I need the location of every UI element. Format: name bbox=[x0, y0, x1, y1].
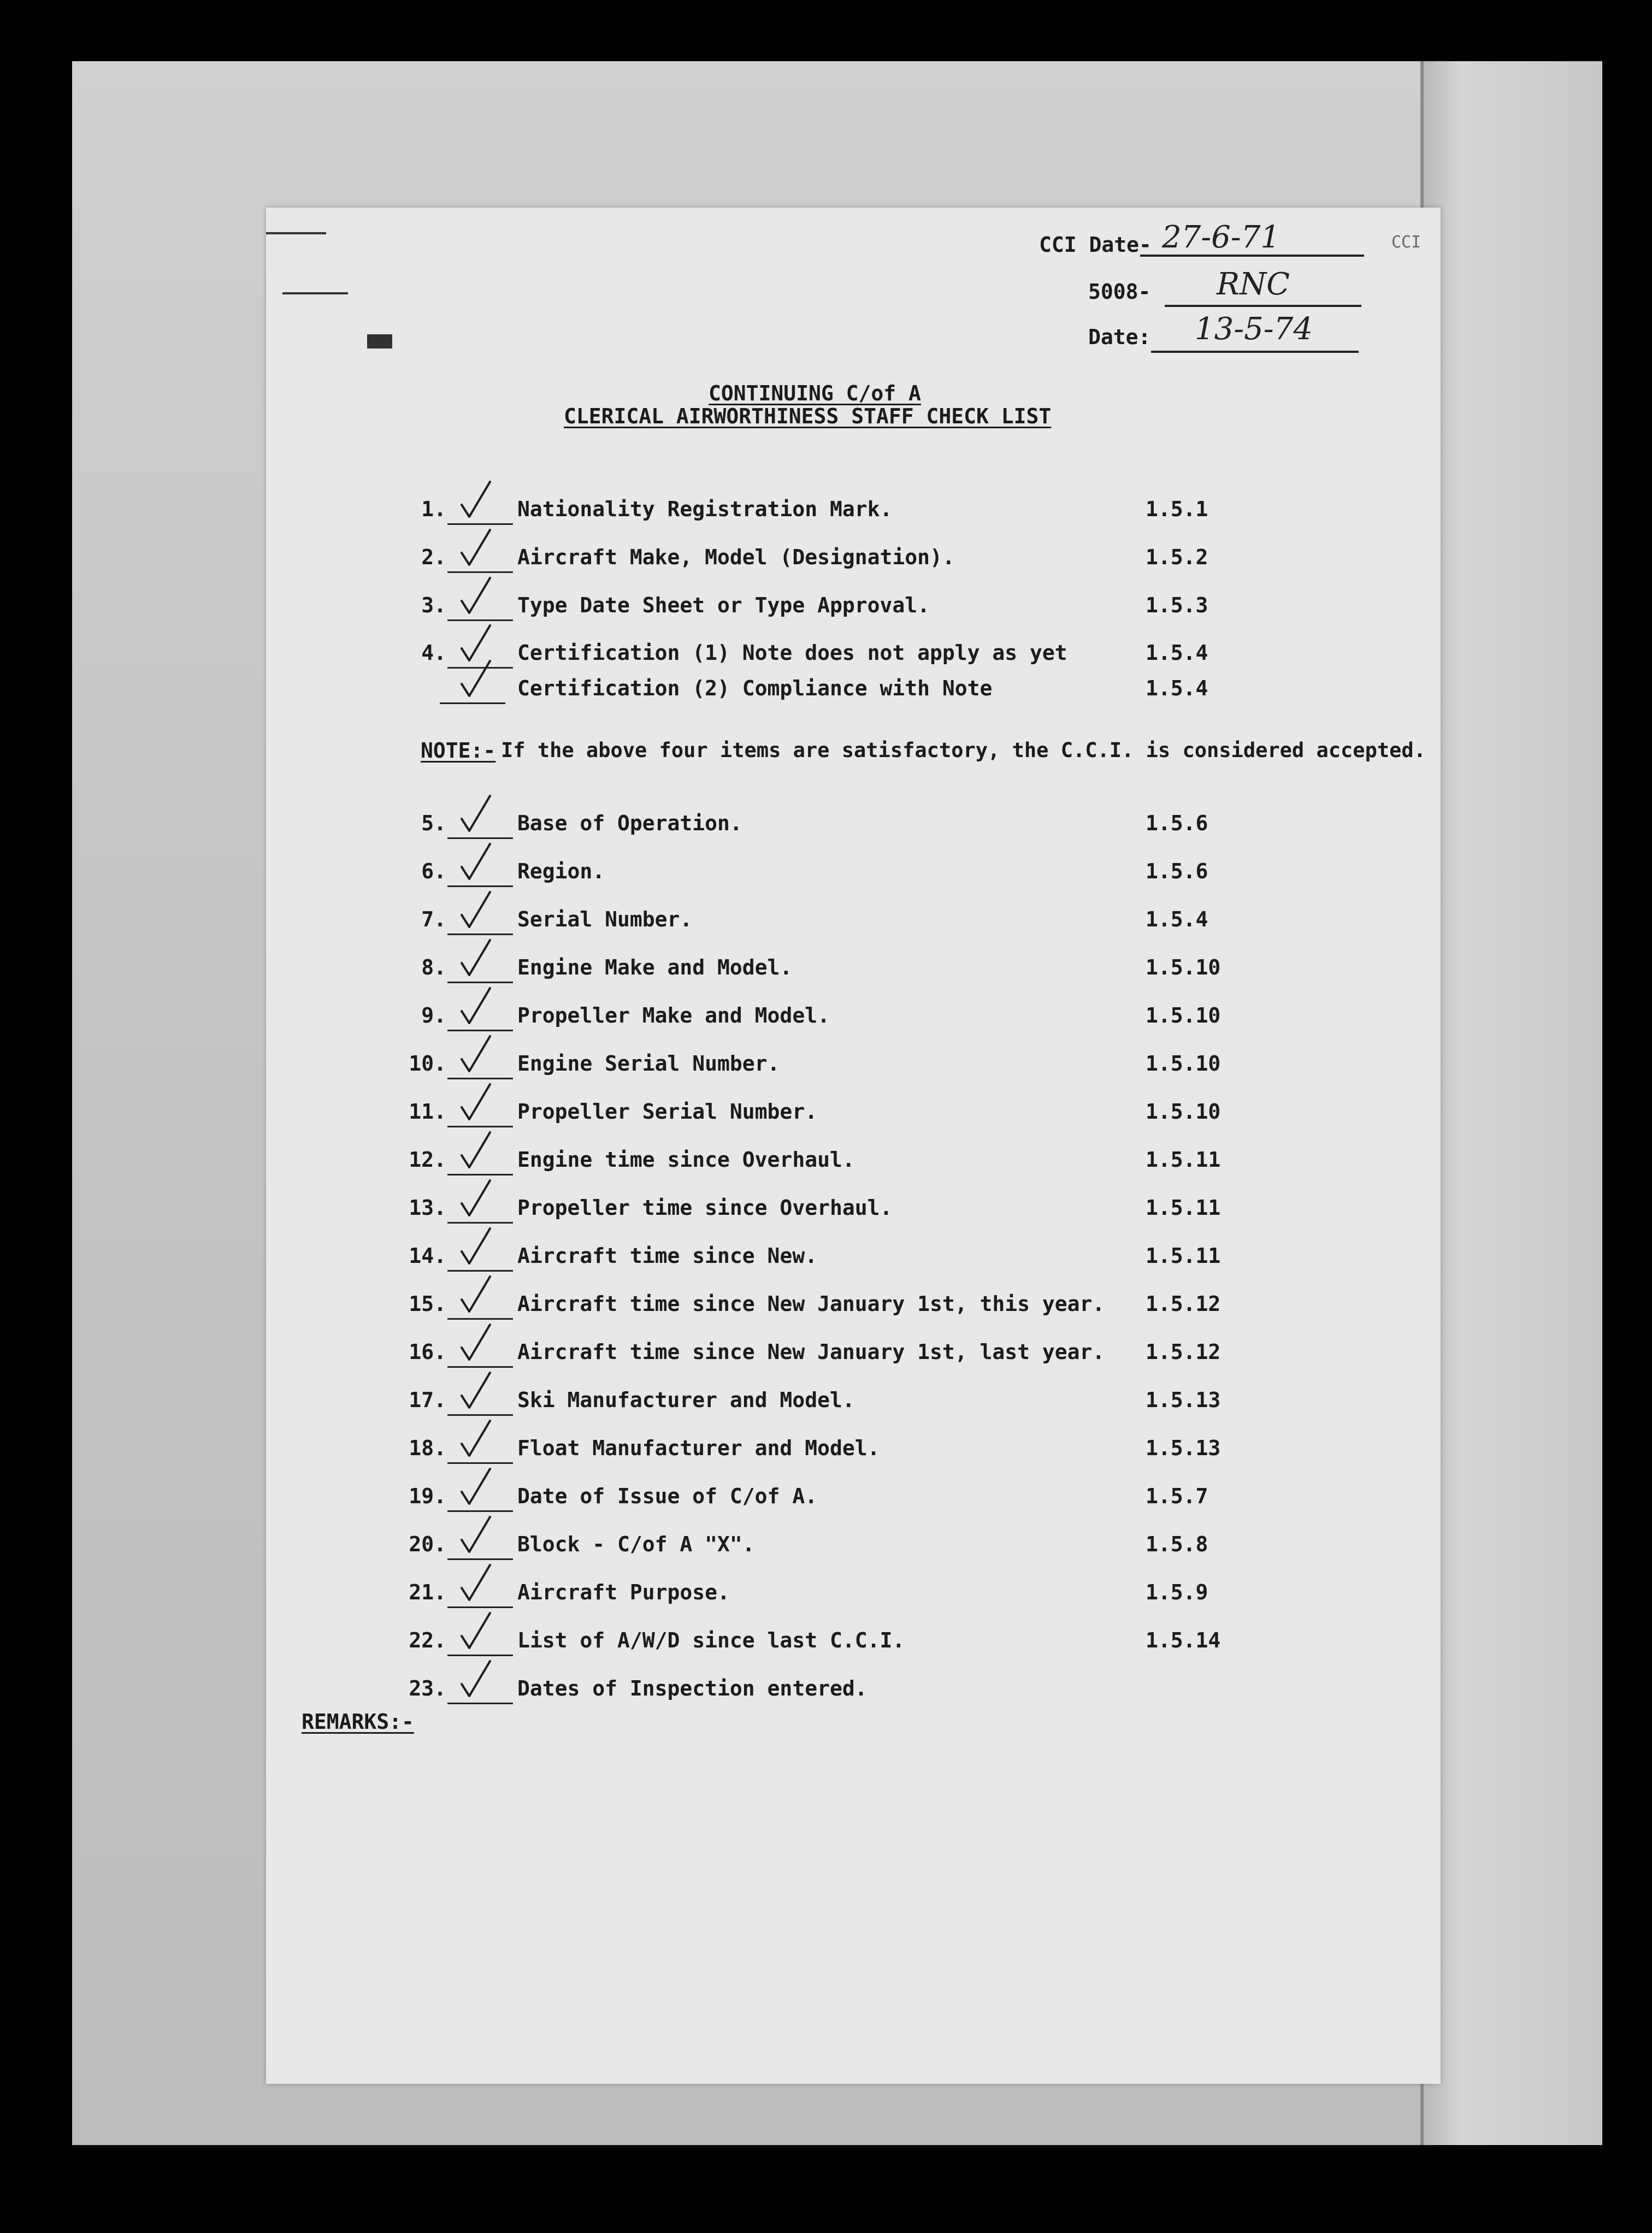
ink-blot bbox=[367, 334, 392, 348]
checkmark-icon bbox=[457, 1321, 495, 1365]
checklist-row bbox=[266, 1196, 1441, 1228]
item-number: 4. bbox=[421, 641, 446, 665]
item-number: 14. bbox=[409, 1244, 446, 1268]
checkmark-icon bbox=[457, 1514, 495, 1557]
checklist-row bbox=[266, 497, 1441, 530]
note-text: If the above four items are satisfactory, the C.C.I. is considered accepted. bbox=[501, 739, 1426, 762]
checkmark-icon bbox=[457, 1177, 495, 1221]
title-line-2: CLERICAL AIRWORTHINESS STAFF CHECK LIST bbox=[564, 404, 1052, 428]
item-reference: 1.5.6 bbox=[1146, 859, 1208, 883]
check-blank bbox=[447, 571, 513, 573]
item-label: Engine Make and Model. bbox=[517, 955, 793, 979]
check-blank bbox=[447, 1703, 513, 1704]
adjacent-page-edge bbox=[1420, 61, 1602, 2145]
checkmark-icon bbox=[457, 937, 495, 980]
item-reference: 1.5.13 bbox=[1146, 1436, 1221, 1460]
item-reference: 1.5.7 bbox=[1146, 1484, 1208, 1508]
item-reference: 1.5.10 bbox=[1146, 1100, 1221, 1124]
checkmark-icon bbox=[457, 889, 495, 932]
item-number: 19. bbox=[409, 1484, 446, 1508]
form-number-line bbox=[1165, 305, 1361, 307]
item-number: 8. bbox=[421, 955, 446, 979]
item-reference: 1.5.4 bbox=[1146, 907, 1208, 931]
check-blank bbox=[447, 1174, 513, 1175]
item-label: List of A/W/D since last C.C.I. bbox=[517, 1628, 905, 1652]
checkmark-icon bbox=[457, 575, 495, 618]
check-blank bbox=[440, 702, 505, 704]
item-label: Type Date Sheet or Type Approval. bbox=[517, 593, 930, 617]
checklist-row bbox=[266, 1388, 1441, 1421]
checklist-row bbox=[266, 1484, 1441, 1517]
item-number: 15. bbox=[409, 1292, 446, 1316]
item-number: 7. bbox=[421, 907, 446, 931]
item-number: 9. bbox=[421, 1003, 446, 1027]
cci-edge-text: CCI bbox=[1391, 233, 1421, 252]
form-number-value: RNC bbox=[1217, 267, 1290, 302]
item-reference: 1.5.8 bbox=[1146, 1532, 1208, 1556]
item-reference: 1.5.11 bbox=[1146, 1148, 1221, 1172]
item-label: Serial Number. bbox=[517, 907, 693, 931]
item-number: 5. bbox=[421, 811, 446, 835]
item-number: 1. bbox=[421, 497, 446, 521]
date-line bbox=[1151, 351, 1359, 353]
note-label: NOTE:- bbox=[421, 739, 496, 763]
item-label: Propeller Serial Number. bbox=[517, 1100, 818, 1124]
item-number: 10. bbox=[409, 1051, 446, 1076]
item-label: Aircraft time since New. bbox=[517, 1244, 818, 1268]
checkmark-icon bbox=[457, 1273, 495, 1317]
checklist-row bbox=[266, 859, 1441, 892]
item-number: 12. bbox=[409, 1148, 446, 1172]
checkmark-icon bbox=[457, 1658, 495, 1702]
item-reference: 1.5.4 bbox=[1146, 676, 1208, 700]
checklist-row bbox=[266, 1100, 1441, 1132]
checklist-row bbox=[266, 1676, 1441, 1709]
checkmark-icon bbox=[457, 985, 495, 1029]
check-blank bbox=[447, 934, 513, 935]
checklist-row bbox=[266, 641, 1441, 674]
item-number: 2. bbox=[421, 545, 446, 569]
checkmark-icon bbox=[457, 1610, 495, 1653]
remarks-label: REMARKS:- bbox=[302, 1710, 414, 1734]
item-reference: 1.5.12 bbox=[1146, 1292, 1221, 1316]
item-label: Aircraft Purpose. bbox=[517, 1580, 730, 1604]
item-reference: 1.5.12 bbox=[1146, 1340, 1221, 1364]
checkmark-icon bbox=[457, 658, 495, 701]
item-label: Aircraft Make, Model (Designation). bbox=[517, 545, 955, 569]
item-label: Nationality Registration Mark. bbox=[517, 497, 893, 521]
item-reference: 1.5.6 bbox=[1146, 811, 1208, 835]
checkmark-icon bbox=[457, 1033, 495, 1077]
check-blank bbox=[447, 982, 513, 983]
check-blank bbox=[447, 1414, 513, 1416]
checklist-row bbox=[266, 1051, 1441, 1084]
check-blank bbox=[447, 1655, 513, 1656]
check-blank bbox=[447, 885, 513, 887]
item-label: Propeller time since Overhaul. bbox=[517, 1196, 893, 1220]
check-blank bbox=[447, 837, 513, 839]
item-label: Certification (1) Note does not apply as yet bbox=[517, 641, 1067, 665]
item-label: Engine Serial Number. bbox=[517, 1051, 780, 1076]
item-number: 6. bbox=[421, 859, 446, 883]
item-label: Aircraft time since New January 1st, this year. bbox=[517, 1292, 1105, 1316]
form-number-label: 5008- bbox=[1088, 280, 1151, 304]
checkmark-icon bbox=[457, 1225, 495, 1269]
item-number: 3. bbox=[421, 593, 446, 617]
check-blank bbox=[447, 1606, 513, 1608]
item-label: Aircraft time since New January 1st, last year. bbox=[517, 1340, 1105, 1364]
item-label: Certification (2) Compliance with Note bbox=[517, 676, 993, 700]
checkmark-icon bbox=[457, 841, 495, 884]
item-label: Block - C/of A "X". bbox=[517, 1532, 755, 1556]
item-number: 17. bbox=[409, 1388, 446, 1412]
checklist-row bbox=[266, 1340, 1441, 1373]
checklist-row bbox=[266, 907, 1441, 940]
item-label: Dates of Inspection entered. bbox=[517, 1676, 868, 1700]
item-reference: 1.5.14 bbox=[1146, 1628, 1221, 1652]
margin-mark bbox=[282, 292, 348, 294]
item-number: 18. bbox=[409, 1436, 446, 1460]
cci-date-line bbox=[1140, 255, 1364, 257]
cci-date-value: 27-6-71 bbox=[1162, 220, 1280, 255]
checklist-row bbox=[266, 1292, 1441, 1325]
check-blank bbox=[447, 1270, 513, 1272]
checklist-row bbox=[266, 1628, 1441, 1661]
title-line-1: CONTINUING C/of A bbox=[709, 381, 921, 405]
check-blank bbox=[447, 1462, 513, 1464]
item-number: 22. bbox=[409, 1628, 446, 1652]
check-blank bbox=[447, 619, 513, 621]
checkmark-icon bbox=[457, 1466, 495, 1509]
check-blank bbox=[447, 1078, 513, 1079]
check-blank bbox=[447, 523, 513, 525]
item-reference: 1.5.11 bbox=[1146, 1196, 1221, 1220]
item-label: Date of Issue of C/of A. bbox=[517, 1484, 818, 1508]
item-label: Float Manufacturer and Model. bbox=[517, 1436, 880, 1460]
item-reference: 1.5.4 bbox=[1146, 641, 1208, 665]
checklist-row bbox=[266, 1003, 1441, 1036]
checklist-row bbox=[266, 1436, 1441, 1469]
checklist-row bbox=[266, 1148, 1441, 1180]
check-blank bbox=[447, 1558, 513, 1560]
item-number: 13. bbox=[409, 1196, 446, 1220]
check-blank bbox=[447, 1222, 513, 1224]
cci-date-label: CCI Date- bbox=[1039, 233, 1152, 257]
date-value: 13-5-74 bbox=[1195, 311, 1313, 347]
checklist-row bbox=[266, 676, 1441, 709]
check-blank bbox=[447, 1318, 513, 1320]
item-label: Ski Manufacturer and Model. bbox=[517, 1388, 855, 1412]
check-blank bbox=[447, 1366, 513, 1368]
checkmark-icon bbox=[457, 1369, 495, 1413]
item-number: 21. bbox=[409, 1580, 446, 1604]
item-label: Engine time since Overhaul. bbox=[517, 1148, 855, 1172]
checklist-row bbox=[266, 955, 1441, 988]
date-label: Date: bbox=[1088, 325, 1151, 349]
item-reference: 1.5.2 bbox=[1146, 545, 1208, 569]
checkmark-icon bbox=[457, 793, 495, 836]
checklist-row bbox=[266, 1532, 1441, 1565]
item-reference: 1.5.10 bbox=[1146, 1051, 1221, 1076]
checkmark-icon bbox=[457, 1417, 495, 1461]
item-reference: 1.5.3 bbox=[1146, 593, 1208, 617]
checkmark-icon bbox=[457, 1562, 495, 1605]
item-label: Base of Operation. bbox=[517, 811, 742, 835]
item-label: Propeller Make and Model. bbox=[517, 1003, 830, 1027]
item-reference: 1.5.9 bbox=[1146, 1580, 1208, 1604]
item-number: 20. bbox=[409, 1532, 446, 1556]
checklist-row bbox=[266, 593, 1441, 626]
check-blank bbox=[447, 1126, 513, 1127]
checkmark-icon bbox=[457, 1081, 495, 1125]
item-reference: 1.5.13 bbox=[1146, 1388, 1221, 1412]
item-reference: 1.5.10 bbox=[1146, 955, 1221, 979]
item-number: 11. bbox=[409, 1100, 446, 1124]
checklist-row bbox=[266, 545, 1441, 578]
item-number: 23. bbox=[409, 1676, 446, 1700]
checkmark-icon bbox=[457, 1129, 495, 1173]
checkmark-icon bbox=[457, 527, 495, 570]
checklist-row bbox=[266, 1580, 1441, 1613]
checklist-page bbox=[266, 208, 1441, 2084]
check-blank bbox=[447, 1510, 513, 1512]
item-label: Region. bbox=[517, 859, 605, 883]
checklist-row bbox=[266, 1244, 1441, 1277]
checkmark-icon bbox=[457, 478, 495, 522]
item-number: 16. bbox=[409, 1340, 446, 1364]
margin-mark bbox=[266, 232, 326, 234]
checklist-row bbox=[266, 811, 1441, 844]
check-blank bbox=[447, 1030, 513, 1031]
item-reference: 1.5.10 bbox=[1146, 1003, 1221, 1027]
item-reference: 1.5.11 bbox=[1146, 1244, 1221, 1268]
item-reference: 1.5.1 bbox=[1146, 497, 1208, 521]
